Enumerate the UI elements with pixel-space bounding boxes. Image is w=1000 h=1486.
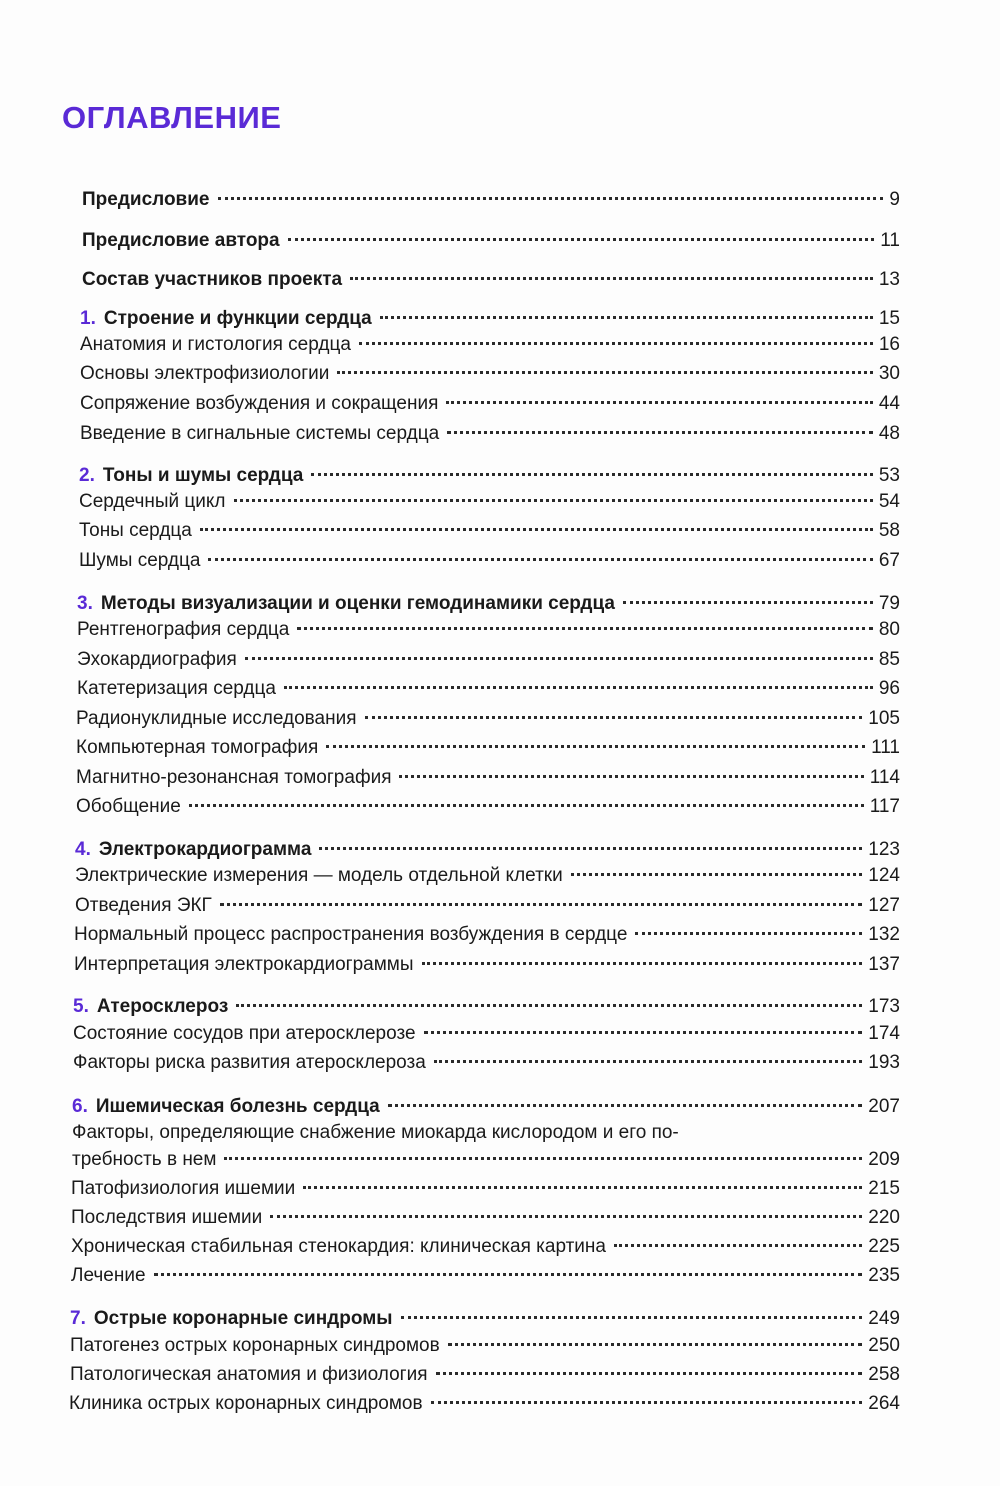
- section-title: Электрические измерения — модель отдельной клетки: [75, 865, 563, 886]
- dot-leader: [635, 932, 862, 935]
- dot-leader: [350, 277, 873, 280]
- toc-section[interactable]: [77, 619, 900, 641]
- toc-page-number: 117: [869, 796, 900, 817]
- toc-page-number: 11: [880, 230, 900, 251]
- toc-page-number: 111: [871, 737, 900, 758]
- toc-section[interactable]: [80, 393, 900, 415]
- toc-chapter-1[interactable]: [80, 308, 900, 330]
- section-title-line1: Факторы, определяющие снабжение миокарда кислородом и его по-: [72, 1122, 679, 1143]
- dot-leader: [220, 903, 862, 906]
- section-title: Радионуклидные исследования: [76, 708, 357, 729]
- toc-section[interactable]: [77, 678, 900, 700]
- dot-leader: [284, 686, 873, 689]
- section-title: Обобщение: [76, 796, 181, 817]
- toc-section[interactable]: [76, 767, 900, 789]
- dot-leader: [399, 775, 863, 778]
- section-title: требность в нем: [72, 1149, 217, 1170]
- dot-leader: [446, 401, 872, 404]
- dot-leader: [200, 528, 873, 531]
- dot-leader: [359, 342, 873, 345]
- dot-leader: [154, 1273, 863, 1276]
- section-title: Шумы сердца: [79, 550, 201, 571]
- toc-chapter-5[interactable]: [73, 996, 900, 1018]
- toc-page-number: 132: [868, 924, 900, 945]
- section-title: Сердечный цикл: [79, 491, 226, 512]
- dot-leader: [245, 657, 873, 660]
- section-title: Тоны сердца: [79, 520, 192, 541]
- dot-leader: [434, 1060, 863, 1063]
- dot-leader: [401, 1316, 863, 1319]
- toc-page-number: 16: [878, 334, 900, 355]
- toc-page-number: 114: [869, 767, 900, 788]
- section-title: Анатомия и гистология сердца: [80, 334, 351, 355]
- dot-leader: [380, 316, 873, 319]
- dot-leader: [303, 1186, 862, 1189]
- toc-section[interactable]: [70, 1364, 900, 1386]
- toc-entry-front[interactable]: [82, 269, 900, 291]
- dot-leader: [297, 627, 873, 630]
- toc-page-number: 127: [868, 895, 900, 916]
- dot-leader: [234, 499, 873, 502]
- toc-page-number: 220: [868, 1207, 900, 1228]
- toc-section[interactable]: [76, 796, 900, 818]
- toc-chapter-4[interactable]: [75, 839, 900, 861]
- toc-section[interactable]: [71, 1236, 900, 1258]
- dot-leader: [447, 431, 873, 434]
- toc-section[interactable]: [71, 1207, 900, 1229]
- toc-section[interactable]: [71, 1265, 900, 1287]
- toc-section[interactable]: [80, 423, 900, 445]
- dot-leader: [218, 197, 884, 200]
- toc-page-number: 15: [878, 308, 900, 329]
- toc-page-number: 258: [868, 1364, 900, 1385]
- section-title: Катетеризация сердца: [77, 678, 276, 699]
- section-title: Введение в сигнальные системы сердца: [80, 423, 440, 444]
- toc-entry-label: Состав участников проекта: [82, 269, 343, 290]
- dot-leader: [189, 804, 864, 807]
- section-title: Нормальный процесс распространения возбуждения в сердце: [74, 924, 628, 945]
- toc-section[interactable]: [74, 954, 900, 976]
- toc-page-number: 44: [878, 393, 900, 414]
- section-title: Отведения ЭКГ: [75, 895, 212, 916]
- chapter-number: 5.: [73, 996, 89, 1017]
- toc-section[interactable]: [70, 1335, 900, 1357]
- dot-leader: [571, 873, 863, 876]
- dot-leader: [208, 558, 872, 561]
- toc-section[interactable]: [74, 924, 900, 946]
- toc-section[interactable]: [75, 865, 900, 887]
- section-title: Хроническая стабильная стенокардия: клиническая картина: [71, 1236, 606, 1257]
- toc-section[interactable]: [76, 737, 900, 759]
- chapter-title: Методы визуализации и оценки гемодинамики сердца: [100, 593, 615, 614]
- chapter-title: Строение и функции сердца: [103, 308, 372, 329]
- toc-page-number: 54: [878, 491, 900, 512]
- toc-page-number: 137: [868, 954, 900, 975]
- toc-section[interactable]: [79, 491, 900, 513]
- toc-page-number: 215: [868, 1178, 900, 1199]
- section-title: Основы электрофизиологии: [80, 363, 330, 384]
- toc-page-number: 13: [878, 269, 900, 290]
- chapter-number: 3.: [77, 593, 93, 614]
- dot-leader: [337, 371, 872, 374]
- dot-leader: [311, 473, 873, 476]
- page-title: ОГЛАВЛЕНИЕ: [62, 100, 282, 135]
- toc-page-number: 264: [868, 1393, 900, 1414]
- toc-entry-front[interactable]: [82, 189, 900, 211]
- toc-section[interactable]: [80, 334, 900, 356]
- chapter-title: Острые коронарные синдромы: [93, 1308, 393, 1329]
- toc-section[interactable]: [69, 1393, 900, 1415]
- toc-page-number: 225: [868, 1236, 900, 1257]
- section-title: Патогенез острых коронарных синдромов: [70, 1335, 440, 1356]
- toc-page-number: 48: [878, 423, 900, 444]
- section-title: Патофизиология ишемии: [71, 1178, 296, 1199]
- toc-section[interactable]: [79, 520, 900, 542]
- toc-page-number: 96: [878, 678, 900, 699]
- chapter-number: 2.: [79, 465, 95, 486]
- toc-entry-label: Предисловие: [82, 189, 210, 210]
- toc-section[interactable]: [71, 1178, 900, 1200]
- toc-entry-label: Предисловие автора: [82, 230, 280, 251]
- toc-page-number: 67: [878, 550, 900, 571]
- toc-page-number: 105: [868, 708, 900, 729]
- toc-page-number: 209: [868, 1149, 900, 1170]
- toc-section[interactable]: [80, 363, 900, 385]
- toc-page-number: 53: [878, 465, 900, 486]
- section-title: Магнитно-резонансная томография: [76, 767, 392, 788]
- dot-leader: [431, 1401, 863, 1404]
- chapter-number: 6.: [72, 1096, 88, 1117]
- chapter-title: Ишемическая болезнь сердца: [95, 1096, 380, 1117]
- toc-section[interactable]: [73, 1023, 900, 1045]
- toc-page-number: 124: [868, 865, 900, 886]
- toc-page-number: 79: [878, 593, 900, 614]
- section-title: Последствия ишемии: [71, 1207, 263, 1228]
- dot-leader: [623, 601, 873, 604]
- section-title: Компьютерная томография: [76, 737, 319, 758]
- toc-page-number: 85: [878, 649, 900, 670]
- dot-leader: [270, 1215, 862, 1218]
- toc-section[interactable]: [73, 1052, 900, 1074]
- toc-page-number: 207: [868, 1096, 900, 1117]
- chapter-title: Тоны и шумы сердца: [102, 465, 304, 486]
- chapter-number: 1.: [80, 308, 96, 329]
- section-title: Эхокардиография: [77, 649, 237, 670]
- dot-leader: [236, 1004, 862, 1007]
- section-title: Лечение: [71, 1265, 146, 1286]
- section-title: Патологическая анатомия и физиология: [70, 1364, 428, 1385]
- dot-leader: [448, 1343, 863, 1346]
- toc-page-number: 123: [868, 839, 900, 860]
- dot-leader: [424, 1031, 863, 1034]
- toc-page-number: 80: [878, 619, 900, 640]
- dot-leader: [388, 1104, 863, 1107]
- toc-chapter-3[interactable]: [77, 593, 900, 615]
- chapter-title: Атеросклероз: [96, 996, 229, 1017]
- toc-chapter-7[interactable]: [70, 1308, 900, 1330]
- chapter-number: 7.: [70, 1308, 86, 1329]
- toc-page-number: 58: [878, 520, 900, 541]
- toc-section[interactable]: [79, 550, 900, 572]
- toc-page-number: 193: [868, 1052, 900, 1073]
- dot-leader: [365, 716, 863, 719]
- toc-page-number: 249: [868, 1308, 900, 1329]
- dot-leader: [436, 1372, 863, 1375]
- dot-leader: [288, 238, 875, 241]
- chapter-number: 4.: [75, 839, 91, 860]
- toc-page-number: 235: [868, 1265, 900, 1286]
- dot-leader: [326, 745, 865, 748]
- section-title: Рентгенография сердца: [77, 619, 290, 640]
- toc-section[interactable]: [75, 895, 900, 917]
- dot-leader: [224, 1157, 862, 1160]
- dot-leader: [614, 1244, 862, 1247]
- chapter-title: Электрокардиограмма: [98, 839, 312, 860]
- toc-page-number: 174: [868, 1023, 900, 1044]
- dot-leader: [319, 847, 862, 850]
- toc-entry-front[interactable]: [82, 230, 900, 252]
- dot-leader: [422, 962, 863, 965]
- toc-section[interactable]: [72, 1149, 900, 1171]
- toc-page-number: 30: [878, 363, 900, 384]
- toc-section[interactable]: [77, 649, 900, 671]
- section-title: Факторы риска развития атеросклероза: [73, 1052, 426, 1073]
- toc-page-number: 173: [868, 996, 900, 1017]
- toc-page-number: 250: [868, 1335, 900, 1356]
- toc-section[interactable]: [76, 708, 900, 730]
- section-title: Сопряжение возбуждения и сокращения: [80, 393, 439, 414]
- section-title: Клиника острых коронарных синдромов: [69, 1393, 423, 1414]
- section-title: Состояние сосудов при атеросклерозе: [73, 1023, 416, 1044]
- toc-chapter-2[interactable]: [79, 465, 900, 487]
- toc-page-number: 9: [889, 189, 900, 210]
- section-title: Интерпретация электрокардиограммы: [74, 954, 414, 975]
- toc-chapter-6[interactable]: [72, 1096, 900, 1118]
